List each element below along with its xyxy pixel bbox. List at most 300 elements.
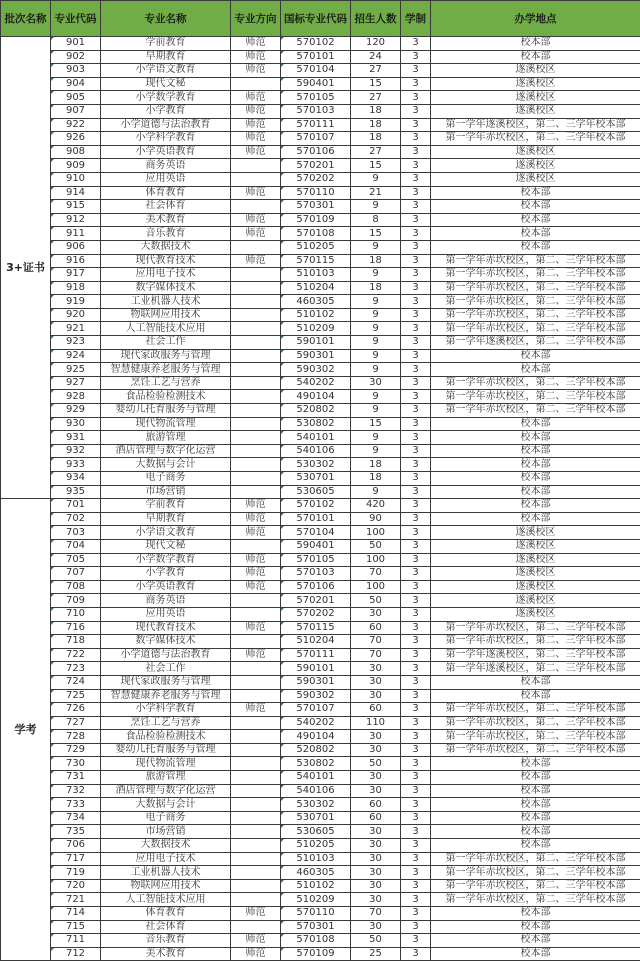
direction-cell (231, 743, 281, 757)
enrollment-cell: 60 (351, 703, 401, 717)
enrollment-cell: 18 (351, 458, 401, 472)
major-code-cell: 730 (51, 757, 101, 771)
direction-cell (231, 281, 281, 295)
major-name-cell: 数字媒体技术 (101, 281, 231, 295)
location-cell: 第一学年遂溪校区，第二、三学年校本部 (431, 648, 640, 662)
direction-cell (231, 893, 281, 907)
location-cell: 校本部 (431, 431, 640, 445)
direction-cell (231, 172, 281, 186)
enrollment-cell: 9 (351, 404, 401, 418)
enrollment-cell: 30 (351, 771, 401, 785)
duration-cell: 3 (401, 118, 431, 132)
table-row (1, 227, 640, 241)
major-name-cell: 商务英语 (101, 594, 231, 608)
location-cell: 校本部 (431, 784, 640, 798)
table-row (1, 308, 640, 322)
location-cell: 第一学年赤坎校区，第二、三学年校本部 (431, 730, 640, 744)
location-cell: 校本部 (431, 186, 640, 200)
major-name-cell: 现代物流管理 (101, 417, 231, 431)
location-cell: 遂溪校区 (431, 526, 640, 540)
duration-cell: 3 (401, 635, 431, 649)
national-code-cell: 540101 (281, 771, 351, 785)
major-code-cell: 902 (51, 50, 101, 64)
national-code-cell: 530302 (281, 458, 351, 472)
enrollment-cell: 70 (351, 567, 401, 581)
major-name-cell: 早期教育 (101, 512, 231, 526)
enrollment-cell: 15 (351, 227, 401, 241)
location-cell: 遂溪校区 (431, 567, 640, 581)
direction-cell (231, 376, 281, 390)
major-code-cell: 720 (51, 879, 101, 893)
location-cell: 第一学年赤坎校区，第二、三学年校本部 (431, 390, 640, 404)
location-cell: 第一学年赤坎校区，第二、三学年校本部 (431, 295, 640, 309)
major-name-cell: 现代物流管理 (101, 757, 231, 771)
table-row (1, 784, 640, 798)
batch-name-cell: 3+证书 (1, 37, 51, 499)
table-row (1, 77, 640, 91)
duration-cell: 3 (401, 472, 431, 486)
enrollment-cell: 100 (351, 580, 401, 594)
location-cell: 第一学年遂溪校区，第二、三学年校本部 (431, 336, 640, 350)
enrollment-cell: 60 (351, 798, 401, 812)
major-name-cell: 音乐教育 (101, 227, 231, 241)
duration-cell: 3 (401, 308, 431, 322)
major-code-cell: 723 (51, 662, 101, 676)
direction-cell (231, 404, 281, 418)
enrollment-cell: 8 (351, 213, 401, 227)
enrollment-cell: 15 (351, 159, 401, 173)
direction-cell (231, 784, 281, 798)
major-code-cell: 714 (51, 907, 101, 921)
table-row (1, 920, 640, 934)
major-code-cell: 701 (51, 499, 101, 513)
national-code-cell: 570106 (281, 580, 351, 594)
enrollment-cell: 9 (351, 200, 401, 214)
major-name-cell: 小学语文教育 (101, 64, 231, 78)
enrollment-cell: 27 (351, 145, 401, 159)
duration-cell: 3 (401, 947, 431, 961)
location-cell: 第一学年赤坎校区，第二、三学年校本部 (431, 281, 640, 295)
major-name-cell: 应用英语 (101, 172, 231, 186)
enrollment-cell: 9 (351, 390, 401, 404)
direction-cell (231, 662, 281, 676)
major-name-cell: 应用电子技术 (101, 268, 231, 282)
direction-cell (231, 336, 281, 350)
major-code-cell: 707 (51, 567, 101, 581)
national-code-cell: 570110 (281, 907, 351, 921)
enrollment-cell: 30 (351, 675, 401, 689)
direction-cell: 师范 (231, 227, 281, 241)
national-code-cell: 510102 (281, 308, 351, 322)
enrollment-cell: 100 (351, 526, 401, 540)
enrollment-cell: 30 (351, 376, 401, 390)
major-code-cell: 709 (51, 594, 101, 608)
national-code-cell: 570115 (281, 621, 351, 635)
major-code-cell: 721 (51, 893, 101, 907)
national-code-cell: 570109 (281, 213, 351, 227)
national-code-cell: 590302 (281, 363, 351, 377)
major-code-cell: 912 (51, 213, 101, 227)
major-code-cell: 729 (51, 743, 101, 757)
direction-cell: 师范 (231, 621, 281, 635)
enrollment-cell: 60 (351, 621, 401, 635)
location-cell: 第一学年赤坎校区，第二、三学年校本部 (431, 132, 640, 146)
national-code-cell: 540106 (281, 784, 351, 798)
location-cell: 校本部 (431, 499, 640, 513)
table-row (1, 404, 640, 418)
direction-cell (231, 920, 281, 934)
enrollment-cell: 9 (351, 336, 401, 350)
major-name-cell: 现代文秘 (101, 77, 231, 91)
location-cell: 第一学年赤坎校区，第二、三学年校本部 (431, 716, 640, 730)
location-cell: 遂溪校区 (431, 580, 640, 594)
national-code-cell: 510209 (281, 322, 351, 336)
header-enrollment: 招生人数 (351, 1, 401, 37)
duration-cell: 3 (401, 730, 431, 744)
location-cell: 第一学年赤坎校区，第二、三学年校本部 (431, 893, 640, 907)
duration-cell: 3 (401, 145, 431, 159)
table-row (1, 703, 640, 717)
table-body (1, 37, 640, 961)
duration-cell: 3 (401, 675, 431, 689)
location-cell: 校本部 (431, 240, 640, 254)
major-name-cell: 学前教育 (101, 499, 231, 513)
direction-cell: 师范 (231, 132, 281, 146)
major-code-cell: 715 (51, 920, 101, 934)
duration-cell: 3 (401, 363, 431, 377)
major-code-cell: 706 (51, 839, 101, 853)
location-cell: 校本部 (431, 512, 640, 526)
location-cell: 第一学年赤坎校区，第二、三学年校本部 (431, 703, 640, 717)
national-code-cell: 570301 (281, 920, 351, 934)
location-cell: 遂溪校区 (431, 172, 640, 186)
direction-cell (231, 322, 281, 336)
direction-cell: 师范 (231, 145, 281, 159)
direction-cell: 师范 (231, 254, 281, 268)
major-name-cell: 人工智能技术应用 (101, 322, 231, 336)
table-row (1, 336, 640, 350)
national-code-cell: 530302 (281, 798, 351, 812)
national-code-cell: 530802 (281, 417, 351, 431)
location-cell: 校本部 (431, 675, 640, 689)
major-name-cell: 烹饪工艺与营养 (101, 716, 231, 730)
duration-cell: 3 (401, 512, 431, 526)
location-cell: 校本部 (431, 37, 640, 51)
national-code-cell: 590401 (281, 539, 351, 553)
national-code-cell: 540202 (281, 716, 351, 730)
major-code-cell: 712 (51, 947, 101, 961)
direction-cell: 师范 (231, 64, 281, 78)
national-code-cell: 570103 (281, 567, 351, 581)
direction-cell: 师范 (231, 553, 281, 567)
direction-cell: 师范 (231, 580, 281, 594)
duration-cell: 3 (401, 485, 431, 499)
table-row (1, 526, 640, 540)
major-code-cell: 705 (51, 553, 101, 567)
direction-cell (231, 159, 281, 173)
enrollment-cell: 18 (351, 132, 401, 146)
enrollment-cell: 120 (351, 37, 401, 51)
duration-cell: 3 (401, 839, 431, 853)
national-code-cell: 570108 (281, 934, 351, 948)
location-cell: 第一学年遂溪校区，第二、三学年校本部 (431, 118, 640, 132)
duration-cell: 3 (401, 376, 431, 390)
national-code-cell: 510205 (281, 240, 351, 254)
major-code-cell: 923 (51, 336, 101, 350)
duration-cell: 3 (401, 295, 431, 309)
location-cell: 校本部 (431, 458, 640, 472)
duration-cell: 3 (401, 132, 431, 146)
major-code-cell: 917 (51, 268, 101, 282)
table-row (1, 376, 640, 390)
enrollment-cell: 21 (351, 186, 401, 200)
major-name-cell: 现代文秘 (101, 539, 231, 553)
enrollment-cell: 30 (351, 689, 401, 703)
duration-cell: 3 (401, 607, 431, 621)
enrollment-cell: 30 (351, 866, 401, 880)
major-name-cell: 食品检验检测技术 (101, 730, 231, 744)
national-code-cell: 510103 (281, 268, 351, 282)
major-code-cell: 905 (51, 91, 101, 105)
major-code-cell: 907 (51, 104, 101, 118)
table-row (1, 852, 640, 866)
table-row (1, 730, 640, 744)
direction-cell (231, 798, 281, 812)
table-row (1, 186, 640, 200)
enrollment-cell: 100 (351, 553, 401, 567)
table-row (1, 417, 640, 431)
direction-cell: 师范 (231, 50, 281, 64)
duration-cell: 3 (401, 390, 431, 404)
enrollment-cell: 30 (351, 730, 401, 744)
duration-cell: 3 (401, 268, 431, 282)
duration-cell: 3 (401, 621, 431, 635)
direction-cell: 师范 (231, 91, 281, 105)
location-cell: 遂溪校区 (431, 145, 640, 159)
national-code-cell: 590101 (281, 336, 351, 350)
duration-cell: 3 (401, 336, 431, 350)
table-row (1, 839, 640, 853)
major-name-cell: 小学数学教育 (101, 91, 231, 105)
location-cell: 第一学年赤坎校区，第二、三学年校本部 (431, 268, 640, 282)
duration-cell: 3 (401, 64, 431, 78)
major-code-cell: 928 (51, 390, 101, 404)
enrollment-cell: 18 (351, 254, 401, 268)
location-cell: 遂溪校区 (431, 91, 640, 105)
enrollment-cell: 18 (351, 104, 401, 118)
table-row (1, 37, 640, 51)
major-name-cell: 大数据技术 (101, 839, 231, 853)
direction-cell (231, 431, 281, 445)
duration-cell: 3 (401, 172, 431, 186)
major-name-cell: 大数据与会计 (101, 798, 231, 812)
location-cell: 校本部 (431, 444, 640, 458)
table-row (1, 621, 640, 635)
major-code-cell: 901 (51, 37, 101, 51)
national-code-cell: 570105 (281, 91, 351, 105)
major-code-cell: 932 (51, 444, 101, 458)
major-name-cell: 现代教育技术 (101, 621, 231, 635)
national-code-cell: 570201 (281, 159, 351, 173)
direction-cell (231, 771, 281, 785)
table-row (1, 879, 640, 893)
enrollment-cell: 70 (351, 635, 401, 649)
enrollment-cell: 30 (351, 607, 401, 621)
direction-cell (231, 295, 281, 309)
major-name-cell: 食品检验检测技术 (101, 390, 231, 404)
national-code-cell: 570104 (281, 526, 351, 540)
enrollment-cell: 50 (351, 934, 401, 948)
table-row (1, 947, 640, 961)
national-code-cell: 590302 (281, 689, 351, 703)
duration-cell: 3 (401, 866, 431, 880)
table-row (1, 64, 640, 78)
major-name-cell: 旅游管理 (101, 771, 231, 785)
national-code-cell: 510102 (281, 879, 351, 893)
major-name-cell: 小学教育 (101, 104, 231, 118)
direction-cell (231, 594, 281, 608)
enrollment-cell: 18 (351, 281, 401, 295)
major-code-cell: 929 (51, 404, 101, 418)
major-name-cell: 早期教育 (101, 50, 231, 64)
table-row (1, 662, 640, 676)
duration-cell: 3 (401, 159, 431, 173)
major-name-cell: 现代家政服务与管理 (101, 675, 231, 689)
duration-cell: 3 (401, 648, 431, 662)
major-name-cell: 音乐教育 (101, 934, 231, 948)
duration-cell: 3 (401, 907, 431, 921)
location-cell: 校本部 (431, 907, 640, 921)
direction-cell: 师范 (231, 934, 281, 948)
major-code-cell: 731 (51, 771, 101, 785)
table-row (1, 172, 640, 186)
major-code-cell: 702 (51, 512, 101, 526)
enrollment-cell: 9 (351, 308, 401, 322)
national-code-cell: 570108 (281, 227, 351, 241)
location-cell: 校本部 (431, 920, 640, 934)
enrollment-cell: 9 (351, 172, 401, 186)
duration-cell: 3 (401, 852, 431, 866)
duration-cell: 3 (401, 431, 431, 445)
table-row (1, 771, 640, 785)
national-code-cell: 570202 (281, 172, 351, 186)
direction-cell: 师范 (231, 512, 281, 526)
duration-cell: 3 (401, 213, 431, 227)
major-name-cell: 社会体育 (101, 920, 231, 934)
location-cell: 校本部 (431, 472, 640, 486)
major-name-cell: 社会工作 (101, 662, 231, 676)
direction-cell: 师范 (231, 947, 281, 961)
location-cell: 校本部 (431, 50, 640, 64)
national-code-cell: 570110 (281, 186, 351, 200)
enrollment-cell: 9 (351, 268, 401, 282)
batch-name-cell: 学考 (1, 499, 51, 961)
location-cell: 第一学年赤坎校区，第二、三学年校本部 (431, 635, 640, 649)
direction-cell (231, 458, 281, 472)
national-code-cell: 520802 (281, 404, 351, 418)
table-row (1, 580, 640, 594)
enrollment-cell: 30 (351, 743, 401, 757)
national-code-cell: 570111 (281, 648, 351, 662)
major-code-cell: 926 (51, 132, 101, 146)
major-name-cell: 烹饪工艺与营养 (101, 376, 231, 390)
location-cell: 校本部 (431, 200, 640, 214)
major-code-cell: 920 (51, 308, 101, 322)
direction-cell (231, 308, 281, 322)
duration-cell: 3 (401, 200, 431, 214)
major-code-cell: 910 (51, 172, 101, 186)
table-row (1, 50, 640, 64)
table-row (1, 349, 640, 363)
major-name-cell: 旅游管理 (101, 431, 231, 445)
major-name-cell: 现代教育技术 (101, 254, 231, 268)
major-code-cell: 915 (51, 200, 101, 214)
table-row (1, 689, 640, 703)
table-row (1, 145, 640, 159)
major-code-cell: 916 (51, 254, 101, 268)
national-code-cell: 460305 (281, 866, 351, 880)
enrollment-cell: 50 (351, 539, 401, 553)
national-code-cell: 540101 (281, 431, 351, 445)
major-name-cell: 市场营销 (101, 485, 231, 499)
location-cell: 遂溪校区 (431, 77, 640, 91)
duration-cell: 3 (401, 743, 431, 757)
location-cell: 校本部 (431, 934, 640, 948)
enrollment-cell: 50 (351, 757, 401, 771)
national-code-cell: 570115 (281, 254, 351, 268)
duration-cell: 3 (401, 825, 431, 839)
direction-cell: 师范 (231, 118, 281, 132)
major-code-cell: 935 (51, 485, 101, 499)
table-row (1, 648, 640, 662)
direction-cell: 师范 (231, 526, 281, 540)
enrollment-cell: 110 (351, 716, 401, 730)
direction-cell (231, 390, 281, 404)
national-code-cell: 570111 (281, 118, 351, 132)
major-name-cell: 应用英语 (101, 607, 231, 621)
major-name-cell: 小学英语教育 (101, 580, 231, 594)
national-code-cell: 570109 (281, 947, 351, 961)
enrollment-cell: 27 (351, 64, 401, 78)
enrollment-cell: 30 (351, 879, 401, 893)
header-national-code: 国标专业代码 (281, 1, 351, 37)
direction-cell (231, 866, 281, 880)
national-code-cell: 570107 (281, 132, 351, 146)
major-name-cell: 物联网应用技术 (101, 879, 231, 893)
duration-cell: 3 (401, 104, 431, 118)
direction-cell: 师范 (231, 648, 281, 662)
header-location: 办学地点 (431, 1, 640, 37)
major-code-cell: 703 (51, 526, 101, 540)
major-code-cell: 708 (51, 580, 101, 594)
enrollment-cell: 30 (351, 839, 401, 853)
national-code-cell: 570101 (281, 50, 351, 64)
direction-cell: 师范 (231, 499, 281, 513)
major-code-cell: 717 (51, 852, 101, 866)
enrollment-cell: 15 (351, 77, 401, 91)
national-code-cell: 570101 (281, 512, 351, 526)
national-code-cell: 570107 (281, 703, 351, 717)
location-cell: 第一学年赤坎校区，第二、三学年校本部 (431, 743, 640, 757)
major-name-cell: 物联网应用技术 (101, 308, 231, 322)
table-row (1, 363, 640, 377)
location-cell: 校本部 (431, 839, 640, 853)
major-code-cell: 728 (51, 730, 101, 744)
direction-cell (231, 607, 281, 621)
location-cell: 第一学年赤坎校区，第二、三学年校本部 (431, 879, 640, 893)
table-row (1, 485, 640, 499)
major-code-cell: 924 (51, 349, 101, 363)
